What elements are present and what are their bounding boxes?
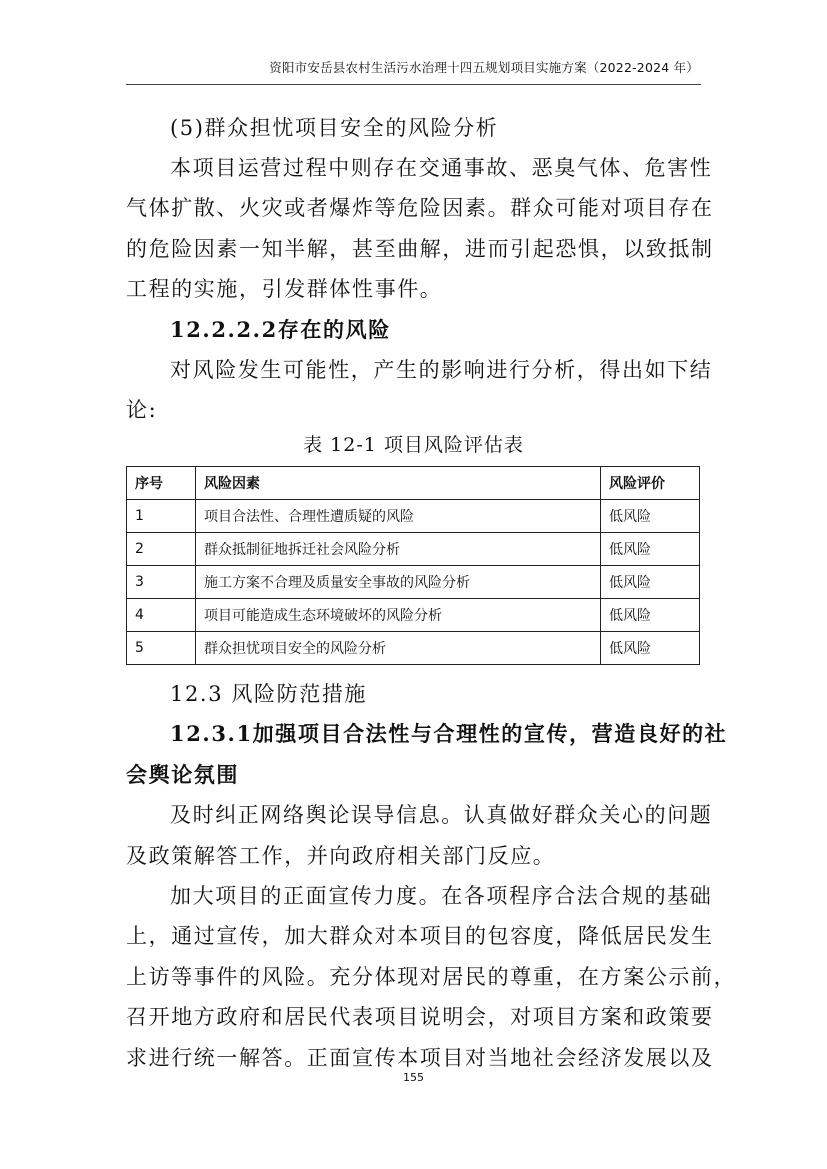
cell-rating: 低风险 xyxy=(601,500,700,533)
item5-line-3: 的危险因素一知半解，甚至曲解，进而引起恐惧，以致抵制 xyxy=(126,237,714,261)
item5-line-2: 气体扩散、火灾或者爆炸等危险因素。群众可能对项目存在 xyxy=(126,196,714,220)
section-1231-heading-line-2: 会舆论氛围 xyxy=(126,762,239,787)
page-header xyxy=(0,58,827,80)
header-title: 资阳市安岳县农村生活污水治理十四五规划项目实施方案（2022-2024 年） xyxy=(269,60,699,75)
table-caption: 表 12-1 项目风险评估表 xyxy=(303,434,524,456)
para2-line-1: 加大项目的正面宣传力度。在各项程序合法合规的基础 xyxy=(170,884,713,908)
cell-factor: 群众担忧项目安全的风险分析 xyxy=(196,632,601,665)
table-row xyxy=(127,632,700,665)
cell-index: 4 xyxy=(127,599,196,632)
cell-index: 1 xyxy=(127,500,196,533)
col-header-factor: 风险因素 xyxy=(196,467,601,500)
para2-line-4: 召开地方政府和居民代表项目说明会，对项目方案和政策要 xyxy=(126,1005,714,1029)
page-number: 155 xyxy=(403,1071,424,1084)
col-header-rating: 风险评价 xyxy=(601,467,700,500)
para2-line-3: 上访等事件的风险。充分体现对居民的尊重，在方案公示前， xyxy=(126,965,737,989)
para2-line-2: 上，通过宣传，加大群众对本项目的包容度，降低居民发生 xyxy=(126,924,714,948)
table-row xyxy=(127,566,700,599)
table-row xyxy=(127,533,700,566)
section-12222-heading: 12.2.2.2存在的风险 xyxy=(170,317,391,342)
item5-heading: (5)群众担忧项目安全的风险分析 xyxy=(170,116,499,140)
para1-line-2: 及政策解答工作，并向政府相关部门反应。 xyxy=(126,844,556,868)
cell-factor: 项目可能造成生态环境破坏的风险分析 xyxy=(196,599,601,632)
cell-index: 5 xyxy=(127,632,196,665)
cell-rating: 低风险 xyxy=(601,533,700,566)
item5-line-4: 工程的实施，引发群体性事件。 xyxy=(126,277,443,301)
header-rule xyxy=(126,84,701,85)
table-header-row xyxy=(127,467,700,500)
cell-index: 3 xyxy=(127,566,196,599)
cell-rating: 低风险 xyxy=(601,632,700,665)
intro-line-1: 对风险发生可能性，产生的影响进行分析，得出如下结 xyxy=(170,358,713,382)
table-row xyxy=(127,500,700,533)
section-1231-heading-line-1: 12.3.1加强项目合法性与合理性的宣传，营造良好的社 xyxy=(170,721,728,746)
cell-factor: 施工方案不合理及质量安全事故的风险分析 xyxy=(196,566,601,599)
cell-factor: 群众抵制征地拆迁社会风险分析 xyxy=(196,533,601,566)
intro-line-2: 论: xyxy=(126,398,158,422)
cell-factor: 项目合法性、合理性遭质疑的风险 xyxy=(196,500,601,533)
section-123-heading: 12.3 风险防范措施 xyxy=(170,682,368,706)
item5-line-1: 本项目运营过程中则存在交通事故、恶臭气体、危害性 xyxy=(170,156,713,180)
cell-rating: 低风险 xyxy=(601,599,700,632)
col-header-index: 序号 xyxy=(127,467,196,500)
risk-assessment-table xyxy=(126,466,700,665)
cell-rating: 低风险 xyxy=(601,566,700,599)
para1-line-1: 及时纠正网络舆论误导信息。认真做好群众关心的问题 xyxy=(170,803,713,827)
table-row xyxy=(127,599,700,632)
cell-index: 2 xyxy=(127,533,196,566)
para2-line-5: 求进行统一解答。正面宣传本项目对当地社会经济发展以及 xyxy=(126,1046,714,1070)
